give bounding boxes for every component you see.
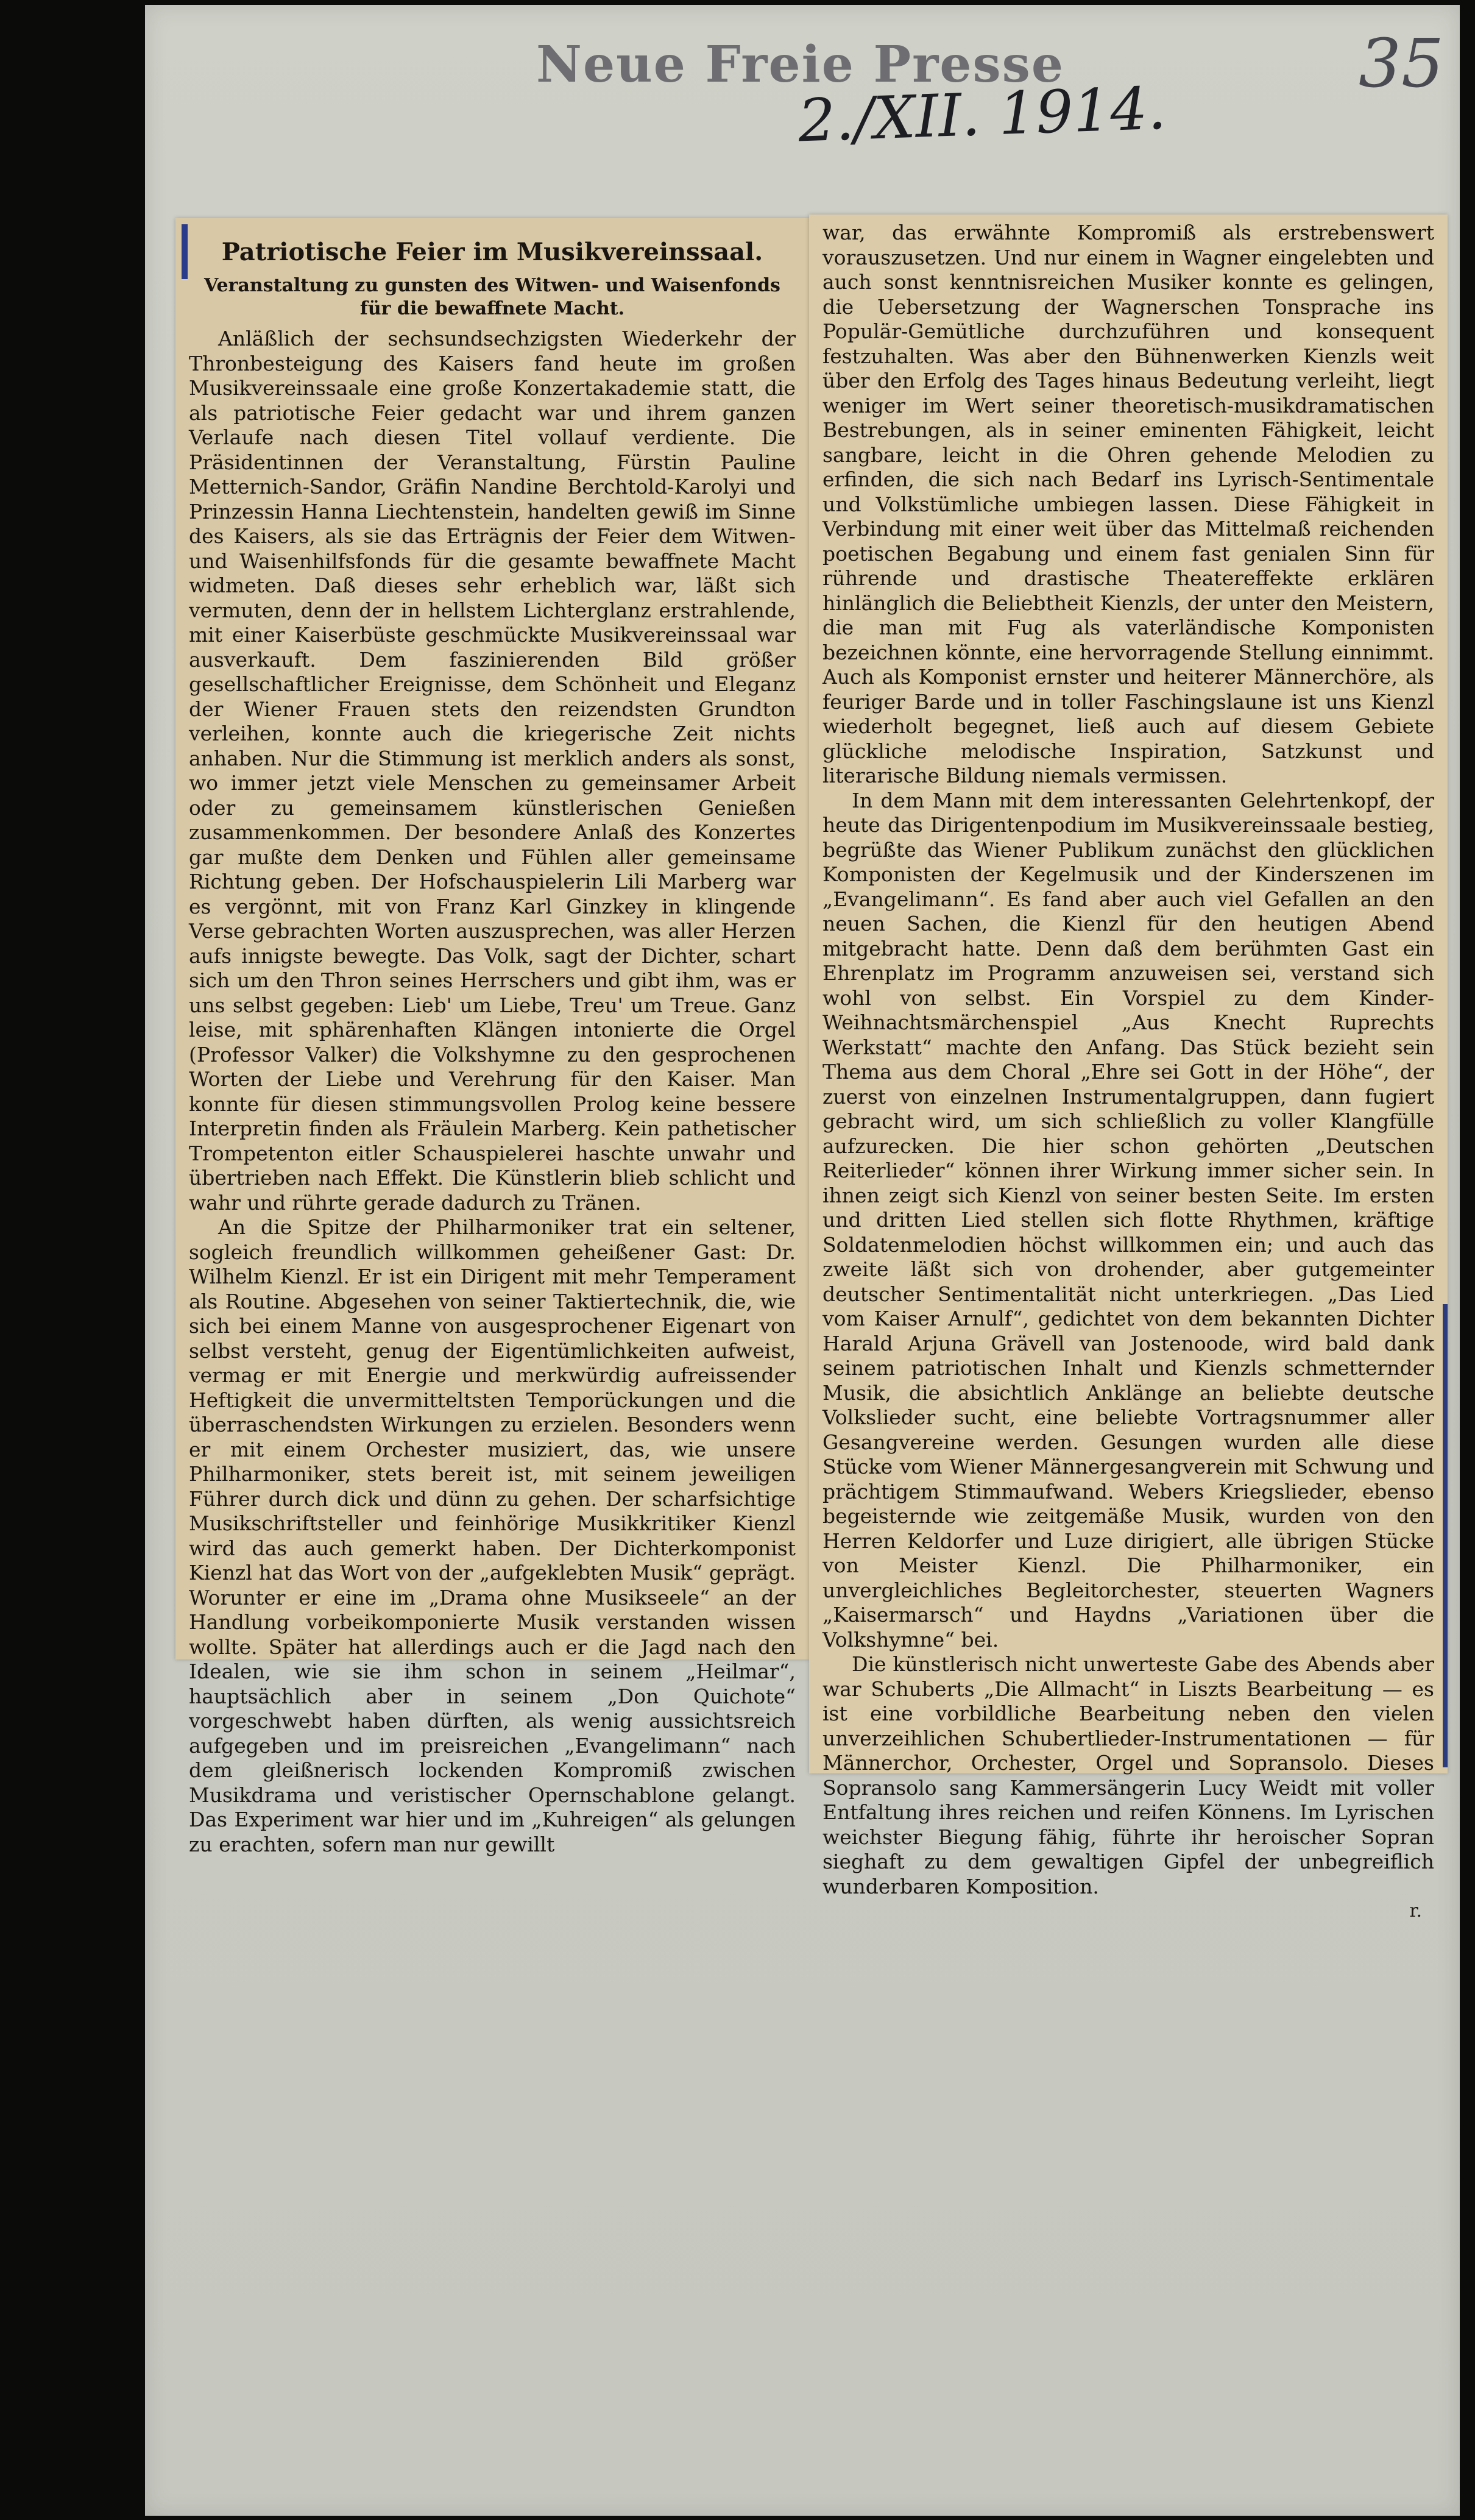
right-paragraph: In dem Mann mit dem interessanten Gelehrtenkopf, der heute das Dirigentenpodium im Musikvereinssaale bestieg, begrüßte das Wiener Publikum zunächst den glücklichen Komponisten der Kegelmusik und der Kinderszenen im „Evangelimann“. Es fand aber auch viel Gefallen an den neuen Sachen, die Kienzl für den heutigen Abend mitgebracht hatte. Denn daß dem berühmten Gast ein Ehrenplatz im Programm anzuweisen sei, verstand sich wohl von selbst. Ein Vorspiel zu dem Kinder-Weihnachtsmärchenspiel „Aus Knecht Ruprechts Werkstatt“ machte den Anfang. Das Stück bezieht sein Thema aus dem Choral „Ehre sei Gott in der Höhe“, der zuerst von einzelnen Instrumentalgruppen, dann fugiert gebracht wird, um sich schließlich zu voller Klangfülle aufzurecken. Die hier schon gehörten „Deutschen Reiterlieder“ können ihrer Wirkung immer sicher sein. In ihnen zeigt sich Kienzl von seiner besten Seite. Im ersten und dritten Lied stellen sich flotte Rhythmen, kräftige Soldatenmelodien höchst willkommen ein; und auch das zweite läßt sich von drohender, aber gutgemeinter deutscher Sentimentalität nicht unterkriegen. „Das Lied vom Kaiser Arnulf“, gedichtet von dem bekannten Dichter Harald Arjuna Grävell van Jostenoode, wird bald dank seinem patriotischen Inhalt und Kienzls schmetternder Musik, die absichtlich Anklänge an beliebte deutsche Volkslieder sucht, eine beliebte Vortragsnummer aller Gesangvereine werden. Gesungen wurden alle diese Stücke vom Wiener Männergesangverein mit Schwung und prächtigem Stimmaufwand. Webers Kriegslieder, ebenso begeisternde wie zeitgemäße Musik, wurden von den Herren Keldorfer und Luze dirigiert, alle übrigen Stücke von Meister Kienzl. Die Philharmoniker, ein unvergleichliches Begleitorchester, steuerten Wagners „Kaisermarsch“ und Haydns „Variationen über die Volkshymne“ bei. (822, 788, 1434, 1652)
right-paragraph: war, das erwähnte Kompromiß als erstrebenswert vorauszusetzen. Und nur einem in Wagner eingelebten und auch sonst kenntnisreichen Musiker konnte es gelingen, die Uebersetzung der Wagnerschen Tonsprache ins Populär-Gemütliche durchzuführen und konsequent festzuhalten. Was aber den Bühnenwerken Kienzls weit über den Erfolg des Tages hinaus Bedeutung verleiht, liegt weniger im Wert seiner theoretisch-musikdramatischen Bestrebungen, als in seiner eminenten Fähigkeit, leicht sangbare, leicht in die Ohren gehende Melodien zu erfinden, die sich nach Bedarf ins Lyrisch-Sentimentale und Volkstümliche umbiegen lassen. Diese Fähigkeit in Verbindung mit einer weit über das Mittelmaß reichenden poetischen Begabung und einem fast genialen Sinn für rührende und drastische Theatereffekte erklären hinlänglich die Beliebtheit Kienzls, der unter den Meistern, die man mit Fug als vaterländische Komponisten bezeichnen könnte, eine hervorragende Stellung einnimmt. Auch als Komponist ernster und heiterer Männerchöre, als feuriger Barde und in toller Faschingslaune ist uns Kienzl wiederholt begegnet, ließ auch auf diesem Gebiete glückliche melodische Inspiration, Satzkunst und literarische Bildung niemals vermissen. (822, 221, 1434, 787)
clipping-right-column (809, 215, 1448, 1922)
blue-pencil-mark (182, 224, 188, 279)
handwritten-date: 2./XII. 1914. (797, 74, 1167, 155)
right-paragraph: Die künstlerisch nicht unwerteste Gabe des Abends aber war Schuberts „Die Allmacht“ in Liszts Bearbeitung — es ist eine vorbildliche Bearbeitung neben den vielen unverzeihlichen Schubertlieder-Instrumentationen — für Männerchor, Orchester, Orgel und Sopransolo. Dieses Sopransolo sang Kammersängerin Lucy Weidt mit voller Entfaltung ihres reichen und reifen Könnens. Im Lyrischen weichster Biegung fähig, führte ihr heroischer Sopran sieghaft zu dem gewaltigen Gipfel der unbegreiflich wunderbaren Komposition. (822, 1652, 1434, 1898)
left-paragraph: Anläßlich der sechsundsechzigsten Wiederkehr der Thronbesteigung des Kaisers fand heute im großen Musikvereinssaale eine große Konzertakademie statt, die als patriotische Feier gedacht war und ihrem ganzen Verlaufe nach diesen Titel vollauf verdiente. Die Präsidentinnen der Veranstaltung, Fürstin Pauline Metternich-Sandor, Gräfin Nandine Berchtold-Karolyi und Prinzessin Hanna Liechtenstein, handelten gewiß im Sinne des Kaisers, als sie das Erträgnis der Feier dem Witwen- und Waisenhilfsfonds für die gesamte bewaffnete Macht widmeten. Daß dieses sehr erheblich war, läßt sich vermuten, denn der in hellstem Lichterglanz erstrahlende, mit einer Kaiserbüste geschmückte Musikvereinssaal war ausverkauft. Dem faszinierenden Bild größer gesellschaftlicher Ereignisse, dem Schönheit und Eleganz der Wiener Frauen stets den reizendsten Grundton verleihen, konnte auch die kriegerische Zeit nichts anhaben. Nur die Stimmung ist merklich anders als sonst, wo immer jetzt viele Menschen zu gemeinsamer Arbeit oder zu gemeinsamem künstlerischen Genießen zusammenkommen. Der besondere Anlaß des Konzertes gar mußte dem Denken und Fühlen aller gemeinsame Richtung geben. Der Hofschauspielerin Lili Marberg war es vergönnt, mit von Franz Karl Ginzkey in klingende Verse gebrachten Worten auszusprechen, was aller Herzen aufs innigste bewegte. Das Volk, sagt der Dichter, schart sich um den Thron seines Herrschers und gibt ihm, was er uns selbst gegeben: Lieb' um Liebe, Treu' um Treue. Ganz leise, mit sphärenhaften Klängen intonierte die Orgel (Professor Valker) die Volkshymne zu den gesprochenen Worten der Liebe und Verehrung für den Kaiser. Man konnte für diesen stimmungsvollen Prolog keine bessere Interpretin finden als Fräulein Marberg. Kein pathetischer Trompetenton eitler Schauspielerei haschte unwahr und übertrieben nach Effekt. Die Künstlerin blieb schlicht und wahr und rührte gerade dadurch zu Tränen. (189, 327, 796, 1215)
clipping-left-column (175, 218, 809, 1856)
handwritten-page-number: 35 (1359, 24, 1444, 102)
left-paragraph: An die Spitze der Philharmoniker trat ein seltener, sogleich freundlich willkommen geheißener Gast: Dr. Wilhelm Kienzl. Er ist ein Dirigent mit mehr Temperament als Routine. Abgesehen von seiner Taktiertechnik, die, wie sich bei einem Manne von ausgesprochener Eigenart von selbst versteht, genug der Eigentümlichkeiten aufweist, vermag er mit Energie und merkwürdig aufreissender Heftigkeit die unvermitteltsten Temporückungen und die überraschendsten Wirkungen zu erzielen. Besonders wenn er mit einem Orchester musiziert, das, wie unsere Philharmoniker, stets bereit ist, mit seinem jeweiligen Führer durch dick und dünn zu gehen. Der scharfsichtige Musikschriftsteller und feinhörige Musikkritiker Kienzl wird das auch gemerkt haben. Der Dichterkomponist Kienzl hat das Wort von der „aufgeklebten Musik“ geprägt. Worunter er eine im „Drama ohne Musikseele“ an der Handlung vorbeikomponierte Musik verstanden wissen wollte. Später hat allerdings auch er die Jagd nach den Idealen, wie sie ihm schon in seinem „Heilmar“, hauptsächlich aber in seinem „Don Quichote“ vorgeschwebt haben dürften, als wenig aussichtsreich aufgegeben und im preisreichen „Evangelimann“ nach dem gleißnerisch lockenden Kompromiß zwischen Musikdrama und veristischer Opernschablone gelangt. Das Experiment war hier und im „Kuhreigen“ als gelungen zu erachten, sofern man nur gewillt (189, 1215, 796, 1856)
article-signature: r. (1409, 1900, 1422, 1922)
article-subtitle: Veranstaltung zu gunsten des Witwen- und Waisenfonds für die bewaffnete Macht. (204, 275, 780, 319)
article-title: Patriotische Feier im Musikvereinssaal. (221, 238, 763, 266)
blue-pencil-mark-right (1443, 1304, 1448, 1767)
newspaper-stamp: Neue Freie Presse (536, 35, 1065, 94)
